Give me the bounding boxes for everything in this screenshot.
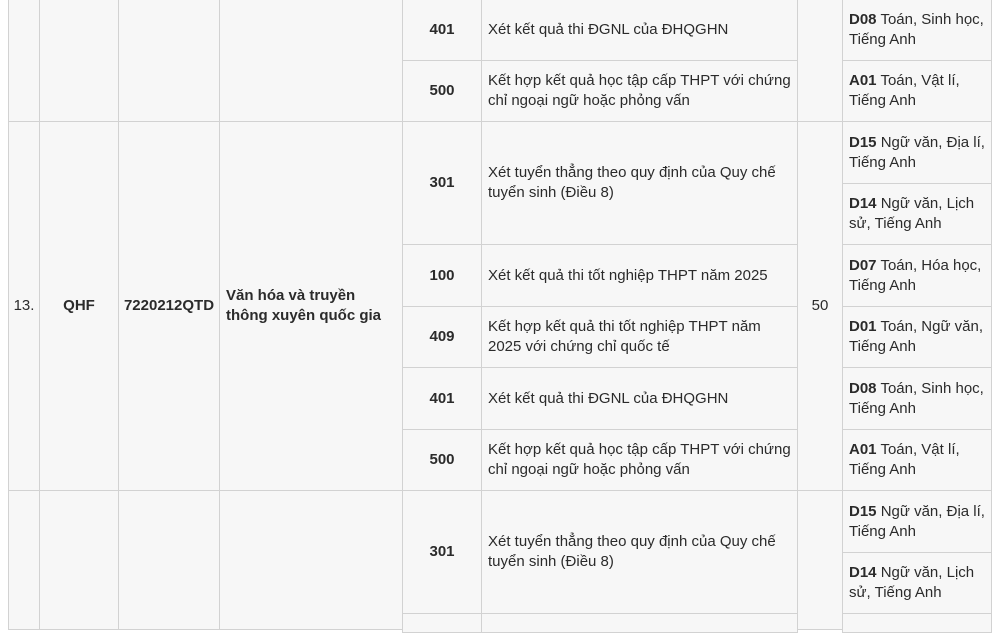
combo-cell bbox=[842, 244, 992, 307]
combo-desc: Ngữ văn, Lịch sử, Tiếng Anh bbox=[849, 564, 975, 601]
method-desc-cell: Xét kết quả thi ĐGNL của ĐHQGHN bbox=[481, 0, 798, 61]
method-code-cell: 301 bbox=[402, 121, 482, 245]
combo-code: D08 bbox=[849, 10, 877, 28]
combo-code: D14 bbox=[849, 195, 877, 212]
combo-desc: Toán, Sinh học, Tiếng Anh bbox=[849, 379, 984, 417]
method-code-cell: 301 bbox=[402, 490, 482, 614]
combo-desc: Ngữ văn, Lịch sử, Tiếng Anh bbox=[849, 195, 975, 232]
table-cell-school-code bbox=[39, 0, 119, 122]
table-cell-stt bbox=[8, 490, 40, 630]
combo-cell bbox=[842, 367, 992, 430]
combo-desc: Ngữ văn, Địa lí, Tiếng Anh bbox=[849, 502, 985, 540]
combo-desc: Ngữ văn, Địa lí, Tiếng Anh bbox=[849, 133, 985, 171]
school-code-cell: QHF bbox=[39, 121, 119, 491]
table-cell-major-code bbox=[118, 0, 220, 122]
table-cell-method-code bbox=[402, 613, 482, 633]
table-cell-quota bbox=[797, 490, 843, 630]
method-desc-cell: Xét kết quả thi ĐGNL của ĐHQGHN bbox=[481, 367, 798, 430]
method-code-cell: 401 bbox=[402, 367, 482, 430]
quota-cell: 50 bbox=[797, 121, 843, 491]
combo-cell bbox=[842, 60, 992, 122]
combo-code: A01 bbox=[849, 72, 877, 89]
combo-code: D08 bbox=[849, 379, 877, 397]
method-code-cell: 401 bbox=[402, 0, 482, 61]
method-desc-cell: Xét kết quả thi tốt nghiệp THPT năm 2025 bbox=[481, 244, 798, 307]
combo-desc: Toán, Vật lí, Tiếng Anh bbox=[849, 72, 960, 109]
combo-code: D07 bbox=[849, 256, 877, 274]
method-desc-cell: Kết hợp kết quả học tập cấp THPT với chứng chỉ ngoại ngữ hoặc phỏng vấn bbox=[481, 60, 798, 122]
combo-code: D01 bbox=[849, 318, 877, 335]
table-cell-method-desc bbox=[481, 613, 798, 633]
combo-code: D15 bbox=[849, 502, 877, 520]
table-cell-school-code bbox=[39, 490, 119, 630]
combo-cell bbox=[842, 429, 992, 491]
major-name-cell: Văn hóa và truyền thông xuyên quốc gia bbox=[219, 121, 403, 491]
method-code-cell: 500 bbox=[402, 429, 482, 491]
combo-cell bbox=[842, 306, 992, 368]
combo-cell bbox=[842, 183, 992, 245]
stt-cell: 13. bbox=[8, 121, 40, 491]
method-desc-cell: Kết hợp kết quả thi tốt nghiệp THPT năm 2025 với chứng chỉ quốc tế bbox=[481, 306, 798, 368]
combo-code: D14 bbox=[849, 564, 877, 581]
combo-desc: Toán, Ngữ văn, Tiếng Anh bbox=[849, 318, 984, 355]
combo-cell bbox=[842, 490, 992, 553]
method-desc-cell: Kết hợp kết quả học tập cấp THPT với chứng chỉ ngoại ngữ hoặc phỏng vấn bbox=[481, 429, 798, 491]
table-cell-major-name bbox=[219, 490, 403, 630]
combo-desc: Toán, Vật lí, Tiếng Anh bbox=[849, 441, 960, 478]
major-code-cell: 7220212QTD bbox=[118, 121, 220, 491]
method-desc-cell: Xét tuyển thẳng theo quy định của Quy chế tuyển sinh (Điều 8) bbox=[481, 490, 798, 614]
combo-code: A01 bbox=[849, 441, 877, 458]
table-cell-major-name bbox=[219, 0, 403, 122]
combo-desc: Toán, Sinh học, Tiếng Anh bbox=[849, 10, 984, 48]
combo-code: D15 bbox=[849, 133, 877, 151]
method-desc-cell: Xét tuyển thẳng theo quy định của Quy chế tuyển sinh (Điều 8) bbox=[481, 121, 798, 245]
combo-cell bbox=[842, 0, 992, 61]
method-code-cell: 100 bbox=[402, 244, 482, 307]
table-cell-quota bbox=[797, 0, 843, 122]
method-code-cell: 409 bbox=[402, 306, 482, 368]
combo-cell bbox=[842, 121, 992, 184]
combo-desc: Toán, Hóa học, Tiếng Anh bbox=[849, 256, 982, 294]
combo-cell bbox=[842, 552, 992, 614]
table-cell-major-code bbox=[118, 490, 220, 630]
table-cell-stt bbox=[8, 0, 40, 122]
table-cell-combo bbox=[842, 613, 992, 633]
method-code-cell: 500 bbox=[402, 60, 482, 122]
